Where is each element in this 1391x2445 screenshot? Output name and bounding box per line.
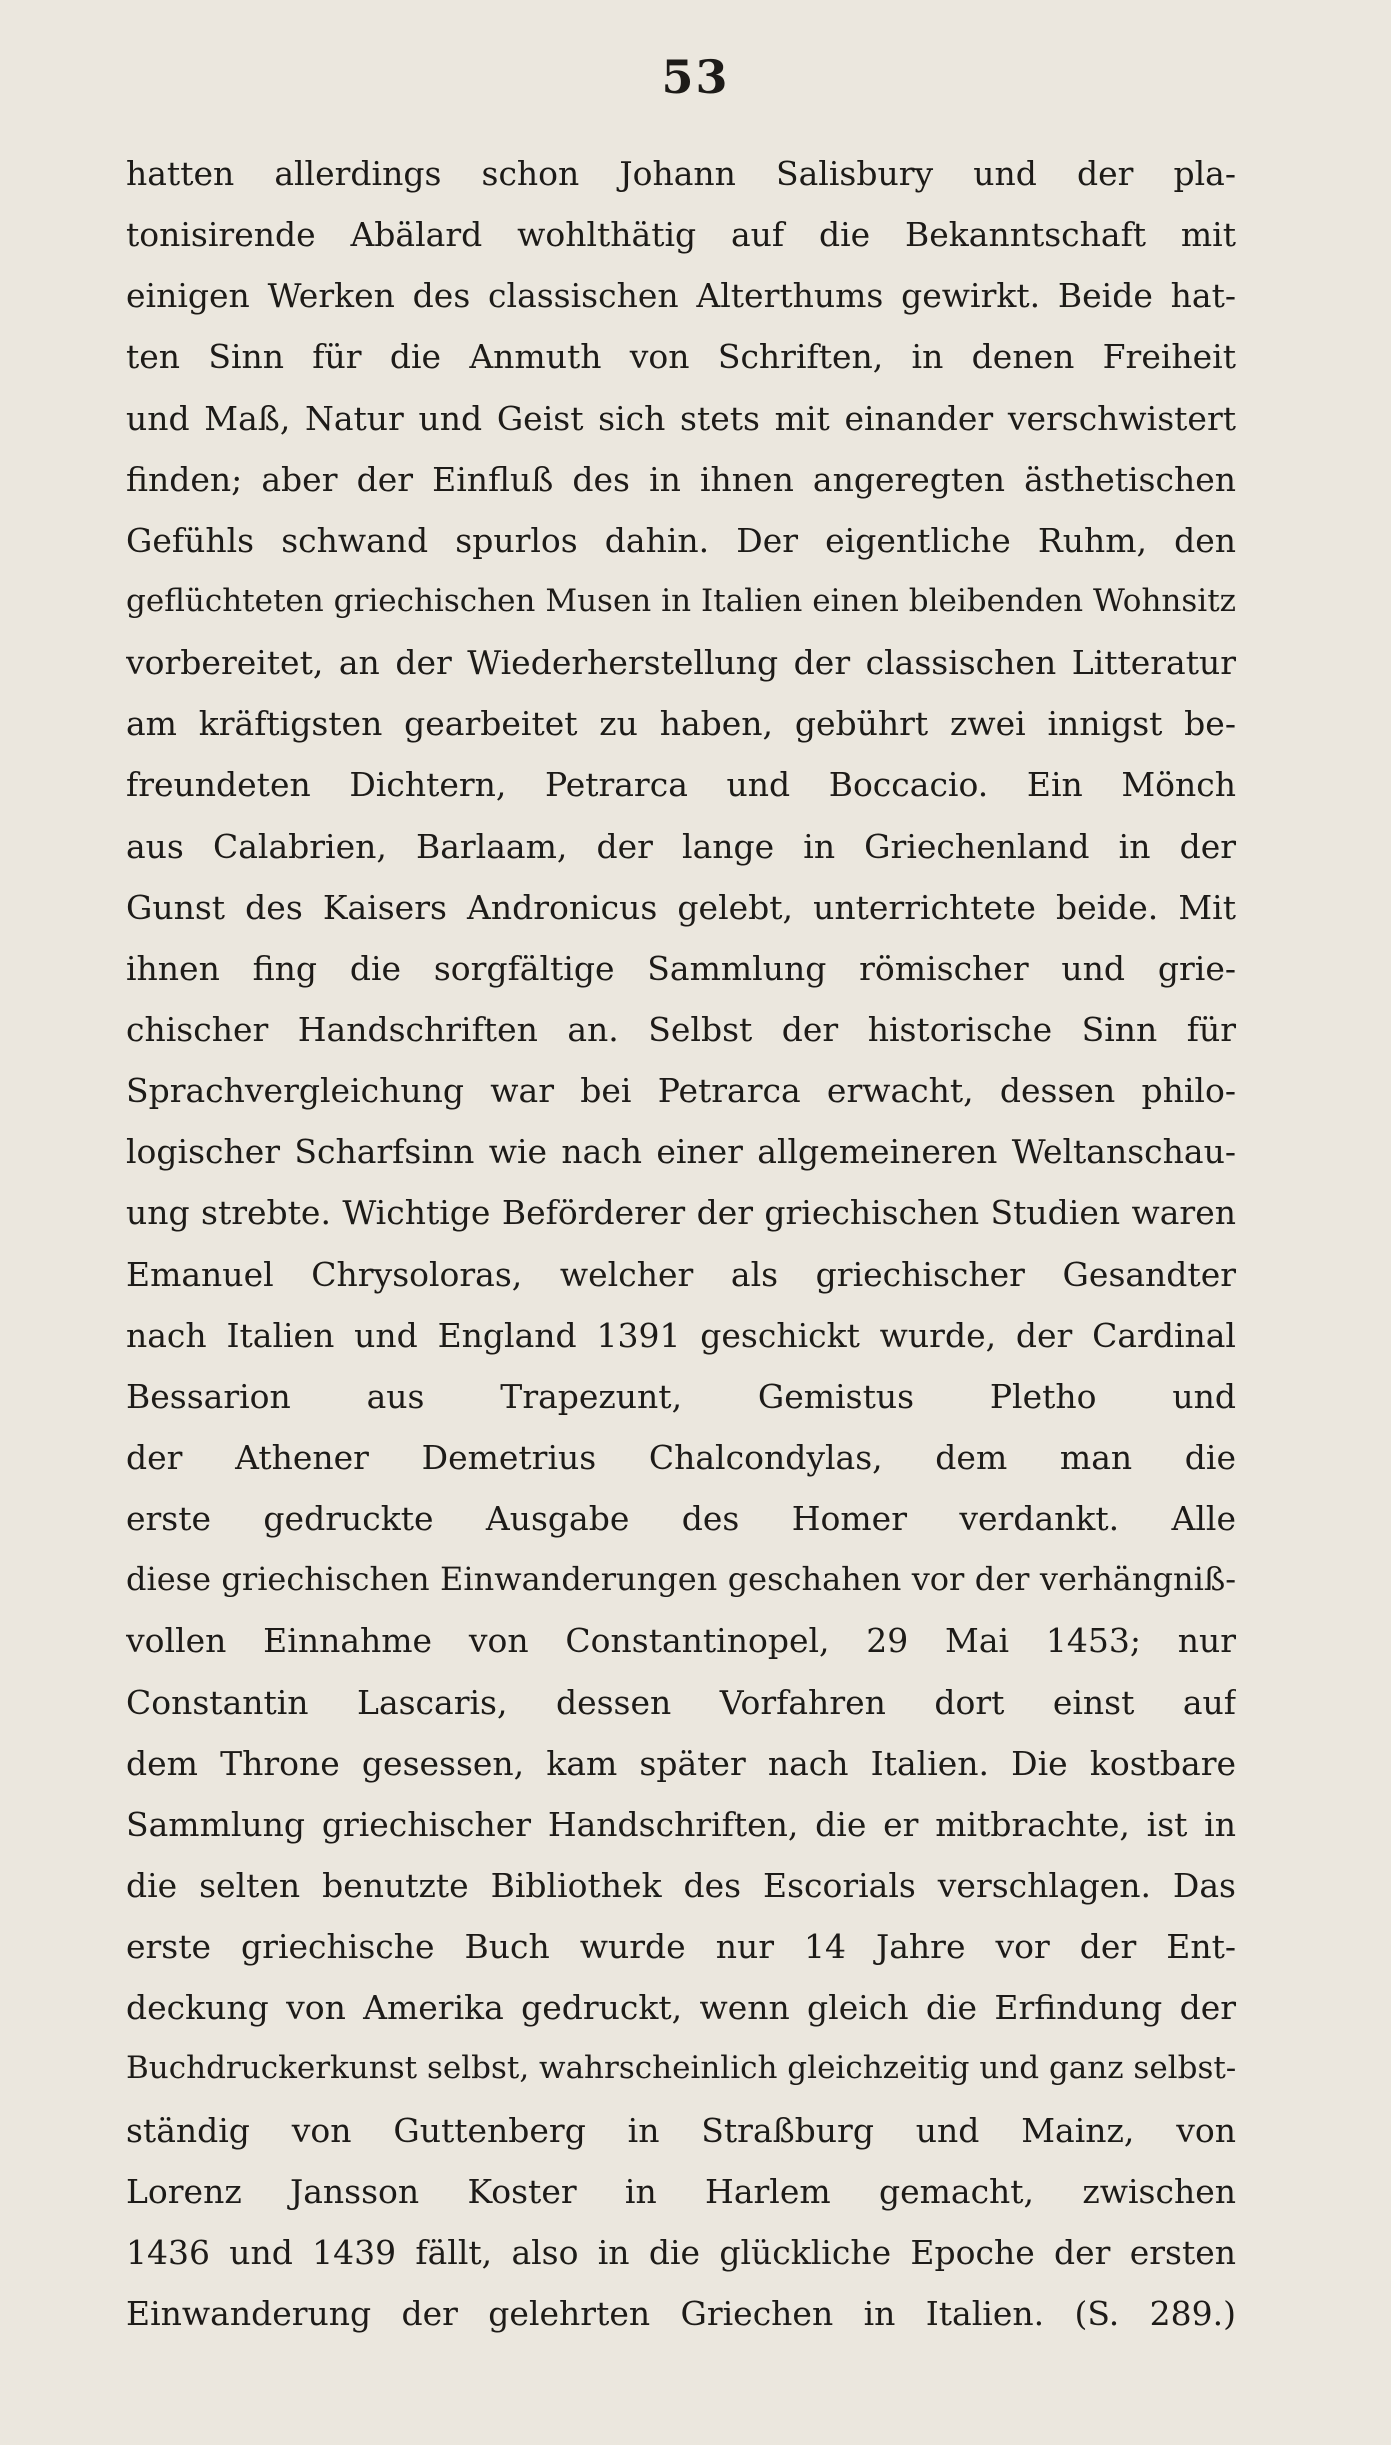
text-line: Sprachvergleichung war bei Petrarca erwacht, dessen philo- (126, 1071, 1236, 1111)
text-line: Einwanderung der gelehrten Griechen in Italien. (S. 289.) (126, 2293, 1236, 2333)
text-line: freundeten Dichtern, Petrarca und Boccacio. Ein Mönch (126, 765, 1236, 805)
text-line: nach Italien und England 1391 geschickt wurde, der Cardinal (126, 1315, 1236, 1355)
text-line: Buchdruckerkunst selbst, wahrscheinlich gleichzeitig und ganz selbst- (126, 2050, 1236, 2087)
text-line: am kräftigsten gearbeitet zu haben, gebührt zwei innigst be- (126, 704, 1236, 744)
text-line: ständig von Guttenberg in Straßburg und Mainz, von (126, 2110, 1236, 2150)
text-line: Bessarion aus Trapezunt, Gemistus Pletho und (126, 1376, 1236, 1416)
page-number: 53 (661, 50, 730, 104)
text-line: logischer Scharfsinn wie nach einer allgemeineren Weltanschau- (126, 1132, 1236, 1172)
text-line: vorbereitet, an der Wiederherstellung der classischen Litteratur (126, 643, 1236, 683)
text-line: Gunst des Kaisers Andronicus gelebt, unterrichtete beide. Mit (126, 887, 1236, 927)
text-line: vollen Einnahme von Constantinopel, 29 Mai 1453; nur (126, 1621, 1236, 1661)
text-line: diese griechischen Einwanderungen geschahen vor der verhängniß- (126, 1560, 1236, 1599)
text-line: chischer Handschriften an. Selbst der historische Sinn für (126, 1009, 1236, 1049)
text-line: Emanuel Chrysoloras, welcher als griechischer Gesandter (126, 1254, 1236, 1294)
text-line: der Athener Demetrius Chalcondylas, dem man die (126, 1437, 1236, 1477)
text-line: ihnen fing die sorgfältige Sammlung römischer und grie- (126, 948, 1236, 988)
text-line: Lorenz Jansson Koster in Harlem gemacht, zwischen (126, 2171, 1236, 2211)
text-line: tonisirende Abälard wohlthätig auf die Bekanntschaft mit (126, 215, 1236, 255)
text-line: dem Throne gesessen, kam später nach Italien. Die kostbare (126, 1743, 1236, 1783)
text-line: und Maß, Natur und Geist sich stets mit einander verschwistert (126, 398, 1236, 438)
text-line: Sammlung griechischer Handschriften, die er mitbrachte, ist in (126, 1804, 1236, 1844)
text-line: aus Calabrien, Barlaam, der lange in Griechenland in der (126, 826, 1236, 866)
body-text (126, 143, 1236, 2344)
text-line: ten Sinn für die Anmuth von Schriften, in denen Freiheit (126, 337, 1236, 377)
text-line: Gefühls schwand spurlos dahin. Der eigentliche Ruhm, den (126, 520, 1236, 560)
text-line: ung strebte. Wichtige Beförderer der griechischen Studien waren (126, 1193, 1236, 1233)
text-line: erste gedruckte Ausgabe des Homer verdankt. Alle (126, 1499, 1236, 1539)
text-line: einigen Werken des classischen Alterthums gewirkt. Beide hat- (126, 276, 1236, 316)
text-line: 1436 und 1439 fällt, also in die glückliche Epoche der ersten (126, 2232, 1236, 2272)
text-line: die selten benutzte Bibliothek des Escorials verschlagen. Das (126, 1865, 1236, 1905)
text-line: finden; aber der Einfluß des in ihnen angeregten ästhetischen (126, 459, 1236, 499)
text-line: erste griechische Buch wurde nur 14 Jahre vor der Ent- (126, 1927, 1236, 1967)
text-line: deckung von Amerika gedruckt, wenn gleich die Erfindung der (126, 1988, 1236, 2028)
text-line: Constantin Lascaris, dessen Vorfahren dort einst auf (126, 1682, 1236, 1722)
text-line: hatten allerdings schon Johann Salisbury und der pla- (126, 154, 1236, 193)
text-line: geflüchteten griechischen Musen in Italien einen bleibenden Wohnsitz (126, 582, 1236, 619)
